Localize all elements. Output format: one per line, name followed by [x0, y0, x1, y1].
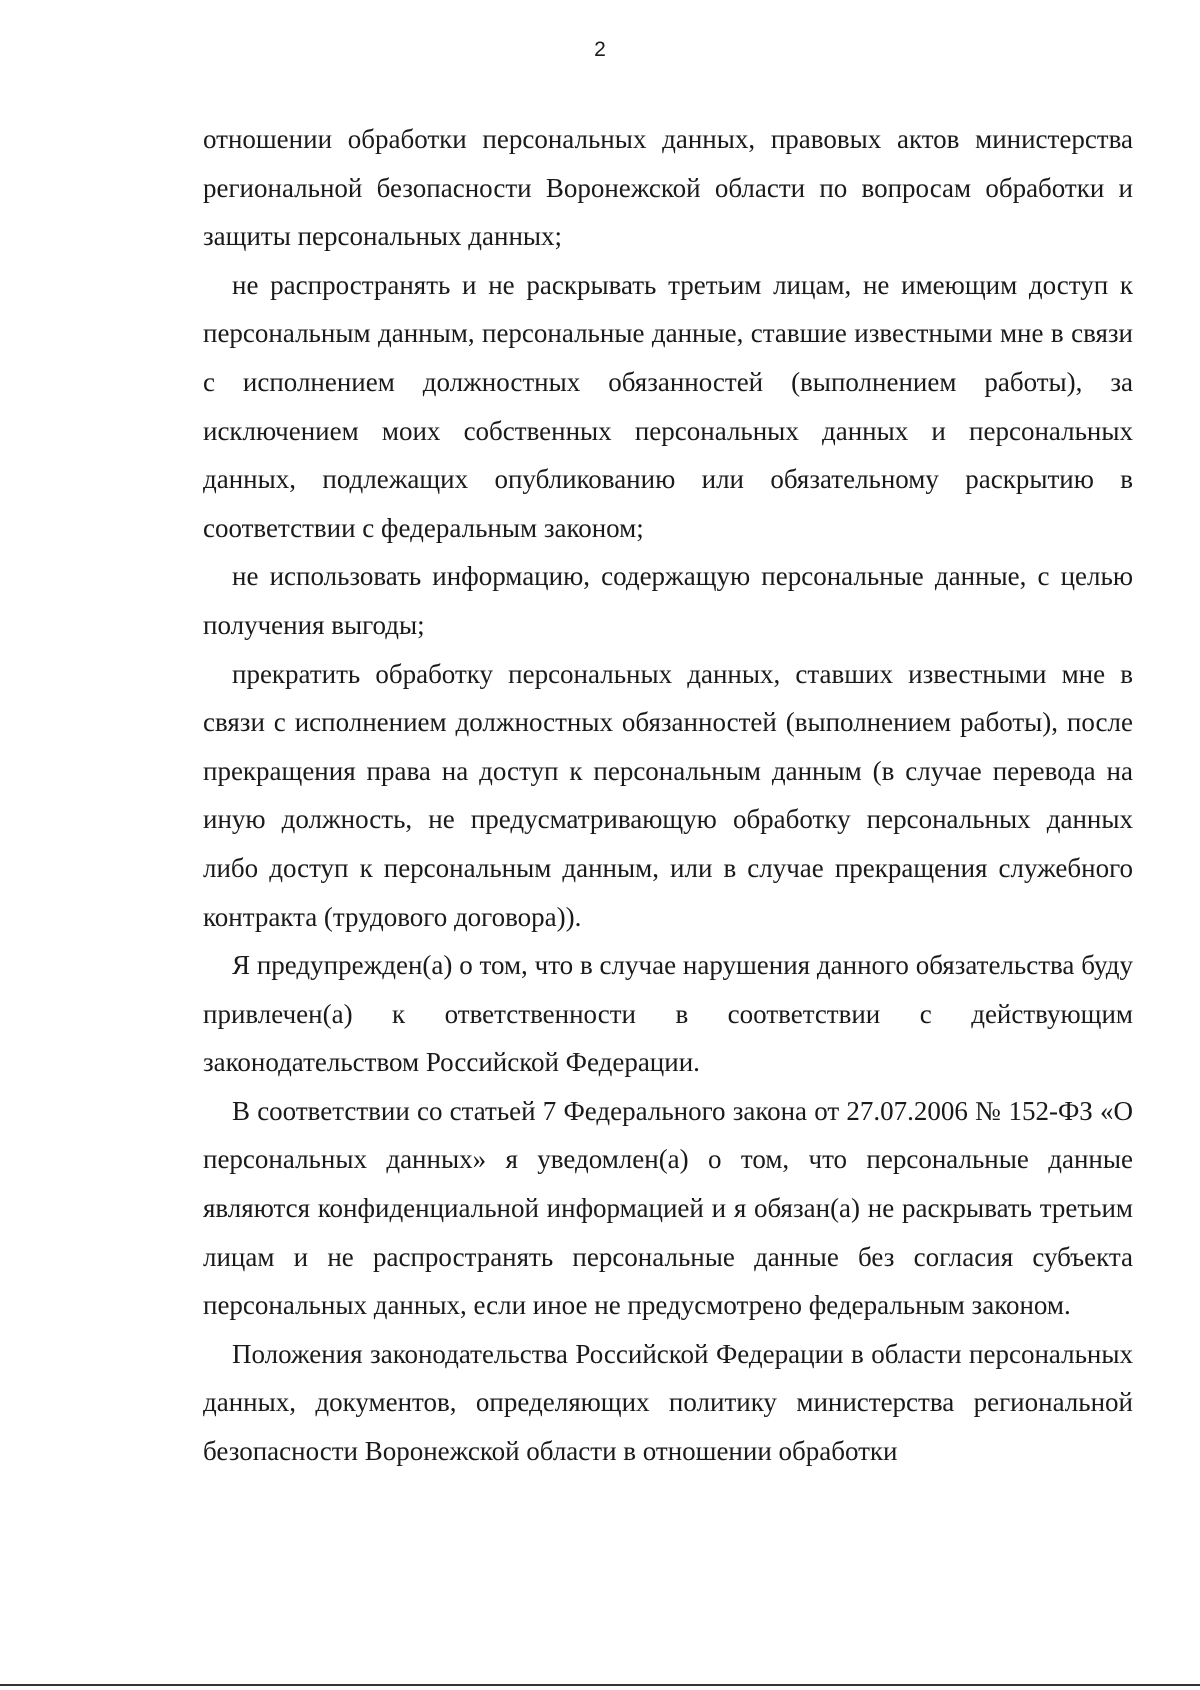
page-number: 2 — [594, 38, 606, 61]
paragraph-law-notice: В соответствии со статьей 7 Федерального закона от 27.07.2006 № 152-ФЗ «О персональных данных» я уведомлен(а) о том, что персональные данные являются конфиденциальной информацией и я обязан(а) не раскрывать третьим лицам и не распространять персональные данные без согласия субъекта персональных данных, если иное не предусмотрено федеральным законом. — [203, 1095, 1133, 1321]
document-body — [203, 115, 1133, 1476]
paragraph-liability-warning: Я предупрежден(а) о том, что в случае нарушения данного обязательства буду привлечен(а) к ответственности в соответствии с действующим законодательством Российской Федерации. — [203, 950, 1133, 1078]
paragraph-legislation-provisions: Положения законодательства Российской Федерации в области персональных данных, документов, определяющих политику министерства региональной безопасности Воронежской области в отношении обработки — [203, 1338, 1133, 1467]
bottom-rule — [0, 1684, 1200, 1686]
paragraph-no-profit: не использовать информацию, содержащую персональные данные, с целью получения выгоды; — [203, 561, 1133, 640]
paragraph-cease-processing: прекратить обработку персональных данных, ставших известными мне в связи с исполнением должностных обязанностей (выполнением работы), после прекращения права на доступ к персональным данным (в случае перевода на иную должность, не предусматривающую обработку персональных данных либо доступ к персональным данным, или в случае прекращения служебного контракта (трудового договора)). — [203, 658, 1133, 932]
paragraph-nondisclosure: не распространять и не раскрывать третьим лицам, не имеющим доступ к персональным данным, персональные данные, ставшие известными мне в связи с исполнением должностных обязанностей (выполнением работы), за исключением моих собственных персональных данных и персональных данных, подлежащих опубликованию или обязательному раскрытию в соответствии с федеральным законом; — [203, 269, 1133, 543]
paragraph-continuation: отношении обработки персональных данных, правовых актов министерства региональной безопасности Воронежской области по вопросам обработки и защиты персональных данных; — [203, 124, 1133, 252]
